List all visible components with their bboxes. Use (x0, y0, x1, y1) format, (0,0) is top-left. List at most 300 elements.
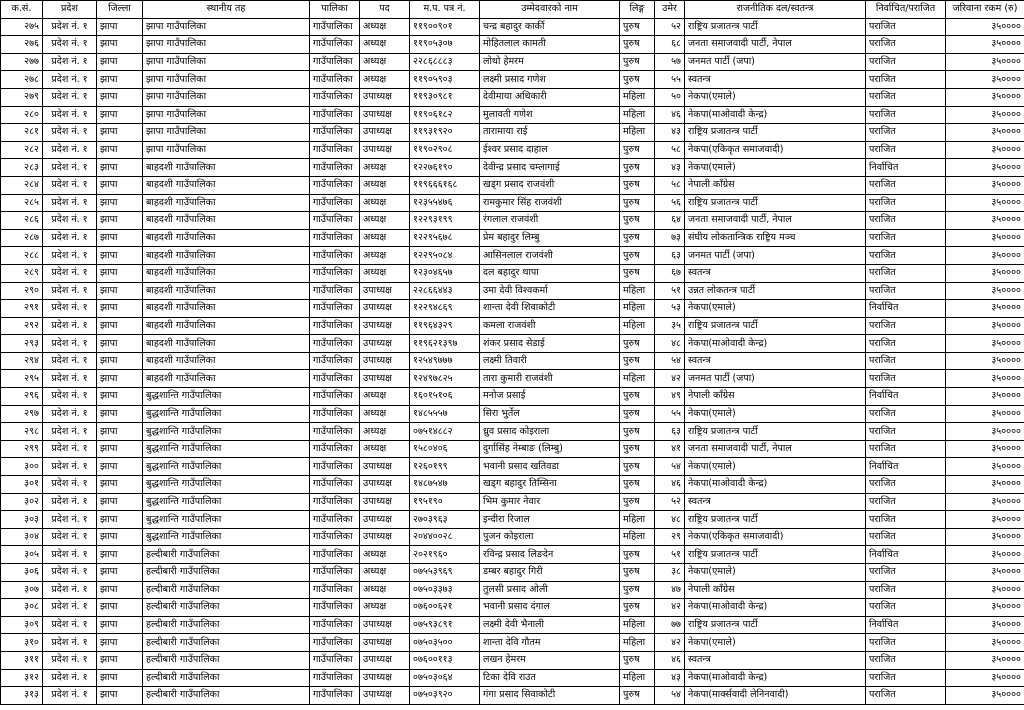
cell-municipality: गाउँपालिका (310, 511, 360, 529)
cell-local-level: बाहदशी गाउँपालिका (143, 282, 310, 300)
cell-ballot-no: ०७५०३०६४ (410, 669, 480, 687)
table-row (1, 335, 1024, 353)
cell-ballot-no: १४८७५४७ (410, 476, 480, 494)
cell-municipality: गाउँपालिका (310, 440, 360, 458)
cell-candidate-name: देवीन्द्र प्रसाद चम्लागाई (480, 159, 620, 177)
cell-district: झापा (97, 370, 143, 388)
cell-candidate-name: सिरा भुर्तेल (480, 405, 620, 423)
cell-gender: महिला (620, 317, 655, 335)
cell-candidate-name: शान्ता देवि गौतम (480, 634, 620, 652)
cell-age: ५४ (655, 352, 685, 370)
table-row (1, 36, 1024, 54)
cell-serial: २९२ (1, 317, 43, 335)
cell-post: अध्यक्ष (360, 264, 410, 282)
cell-serial: २९७ (1, 405, 43, 423)
cell-fine-amount: ३५०००० (946, 335, 1024, 353)
cell-province: प्रदेश नं. १ (43, 440, 97, 458)
cell-post: अध्यक्ष (360, 247, 410, 265)
cell-fine-amount: ३५०००० (946, 124, 1024, 142)
table-row (1, 53, 1024, 71)
cell-gender: महिला (620, 511, 655, 529)
cell-district: झापा (97, 476, 143, 494)
cell-district: झापा (97, 247, 143, 265)
cell-fine-amount: ३५०००० (946, 141, 1024, 159)
cell-province: प्रदेश नं. १ (43, 370, 97, 388)
cell-age: ४६ (655, 106, 685, 124)
cell-serial: ३०० (1, 458, 43, 476)
cell-district: झापा (97, 616, 143, 634)
cell-municipality: गाउँपालिका (310, 599, 360, 617)
cell-district: झापा (97, 159, 143, 177)
cell-municipality: गाउँपालिका (310, 352, 360, 370)
cell-ballot-no: २०४४००२८ (410, 528, 480, 546)
cell-candidate-name: रंगलाल राजवंशी (480, 212, 620, 230)
cell-party: उन्नत लोकतन्त्र पार्टी (685, 282, 866, 300)
cell-result: पराजित (866, 669, 946, 687)
table-row (1, 616, 1024, 634)
cell-party: राष्ट्रिय प्रजातन्त्र पार्टी (685, 423, 866, 441)
cell-serial: ३०२ (1, 493, 43, 511)
cell-post: उपाध्यक्ष (360, 458, 410, 476)
cell-result: पराजित (866, 106, 946, 124)
cell-party: स्वतन्त्र (685, 493, 866, 511)
cell-age: ६४ (655, 212, 685, 230)
cell-fine-amount: ३५०००० (946, 18, 1024, 36)
cell-party: राष्ट्रिय प्रजातन्त्र पार्टी (685, 18, 866, 36)
cell-province: प्रदेश नं. १ (43, 71, 97, 89)
cell-fine-amount: ३५०००० (946, 458, 1024, 476)
cell-ballot-no: ०७५०३३७३ (410, 581, 480, 599)
cell-province: प्रदेश नं. १ (43, 212, 97, 230)
cell-ballot-no: ११९००९०१ (410, 18, 480, 36)
cell-ballot-no: ०७५१४८८२ (410, 423, 480, 441)
cell-post: उपाध्यक्ष (360, 476, 410, 494)
cell-district: झापा (97, 634, 143, 652)
cell-age: ४६ (655, 651, 685, 669)
cell-age: ५५ (655, 405, 685, 423)
cell-local-level: झापा गाउँपालिका (143, 71, 310, 89)
cell-local-level: बुद्धशान्ति गाउँपालिका (143, 388, 310, 406)
table-row (1, 687, 1024, 705)
cell-local-level: बाहदशी गाउँपालिका (143, 194, 310, 212)
table-row (1, 247, 1024, 265)
cell-post: अध्यक्ष (360, 599, 410, 617)
table-row (1, 388, 1024, 406)
cell-district: झापा (97, 229, 143, 247)
cell-party: जनमत पार्टी (जपा) (685, 247, 866, 265)
cell-province: प्रदेश नं. १ (43, 564, 97, 582)
cell-local-level: बुद्धशान्ति गाउँपालिका (143, 423, 310, 441)
cell-result: पराजित (866, 352, 946, 370)
cell-serial: २७७ (1, 53, 43, 71)
cell-candidate-name: खड्ग प्रसाद राजवंशी (480, 176, 620, 194)
table-row (1, 18, 1024, 36)
cell-municipality: गाउँपालिका (310, 71, 360, 89)
cell-candidate-name: तारा कुमारी राजवंशी (480, 370, 620, 388)
cell-candidate-name: आसिनलाल राजवंशी (480, 247, 620, 265)
cell-local-level: झापा गाउँपालिका (143, 18, 310, 36)
cell-ballot-no: १४८५५५७ (410, 405, 480, 423)
cell-ballot-no: २२८६८८८३ (410, 53, 480, 71)
cell-ballot-no: ११९६२१३९७ (410, 335, 480, 353)
cell-serial: २८३ (1, 159, 43, 177)
cell-province: प्रदेश नं. १ (43, 476, 97, 494)
cell-municipality: गाउँपालिका (310, 18, 360, 36)
cell-province: प्रदेश नं. १ (43, 317, 97, 335)
cell-candidate-name: तारामाया राई (480, 124, 620, 142)
cell-ballot-no: ०७५०३९२० (410, 687, 480, 705)
cell-district: झापा (97, 405, 143, 423)
cell-age: ४६ (655, 476, 685, 494)
cell-result: पराजित (866, 176, 946, 194)
cell-candidate-name: मुलावती गणेश (480, 106, 620, 124)
cell-age: ३८ (655, 564, 685, 582)
cell-municipality: गाउँपालिका (310, 651, 360, 669)
cell-serial: ३०८ (1, 599, 43, 617)
cell-local-level: हल्दीबारी गाउँपालिका (143, 546, 310, 564)
cell-province: प्रदेश नं. १ (43, 159, 97, 177)
cell-fine-amount: ३५०००० (946, 564, 1024, 582)
cell-ballot-no: १२३५५४७६ (410, 194, 480, 212)
cell-province: प्रदेश नं. १ (43, 599, 97, 617)
cell-age: ६७ (655, 264, 685, 282)
cell-gender: पुरुष (620, 53, 655, 71)
cell-result: पराजित (866, 564, 946, 582)
cell-candidate-name: लक्ष्मी देवी भैनाली (480, 616, 620, 634)
cell-municipality: गाउँपालिका (310, 476, 360, 494)
cell-province: प्रदेश नं. १ (43, 388, 97, 406)
cell-province: प्रदेश नं. १ (43, 423, 97, 441)
table-row (1, 440, 1024, 458)
cell-province: प्रदेश नं. १ (43, 264, 97, 282)
cell-result: पराजित (866, 370, 946, 388)
cell-district: झापा (97, 212, 143, 230)
cell-serial: ३०५ (1, 546, 43, 564)
cell-fine-amount: ३५०००० (946, 493, 1024, 511)
cell-serial: २८८ (1, 247, 43, 265)
cell-result: पराजित (866, 476, 946, 494)
cell-municipality: गाउँपालिका (310, 53, 360, 71)
cell-party: नेकपा(माओवादी केन्द्र) (685, 335, 866, 353)
cell-candidate-name: डम्बर बहादुर गिरी (480, 564, 620, 582)
cell-local-level: झापा गाउँपालिका (143, 124, 310, 142)
cell-municipality: गाउँपालिका (310, 546, 360, 564)
table-row (1, 405, 1024, 423)
cell-result: पराजित (866, 528, 946, 546)
cell-fine-amount: ३५०००० (946, 247, 1024, 265)
cell-party: नेकपा(एमाले) (685, 634, 866, 652)
cell-province: प्रदेश नं. १ (43, 352, 97, 370)
cell-ballot-no: ०७५०३५०० (410, 634, 480, 652)
cell-result: पराजित (866, 581, 946, 599)
cell-age: ५८ (655, 141, 685, 159)
cell-district: झापा (97, 564, 143, 582)
cell-party: जनता समाजवादी पार्टी, नेपाल (685, 440, 866, 458)
table-row (1, 634, 1024, 652)
cell-local-level: बाहदशी गाउँपालिका (143, 317, 310, 335)
cell-municipality: गाउँपालिका (310, 634, 360, 652)
cell-local-level: बुद्धशान्ति गाउँपालिका (143, 528, 310, 546)
cell-municipality: गाउँपालिका (310, 229, 360, 247)
table-row (1, 546, 1024, 564)
cell-local-level: बाहदशी गाउँपालिका (143, 352, 310, 370)
cell-candidate-name: रामकुमार सिंह राजवंशी (480, 194, 620, 212)
cell-district: झापा (97, 440, 143, 458)
cell-serial: ३१२ (1, 669, 43, 687)
cell-result: पराजित (866, 651, 946, 669)
cell-party: नेकपा(एकिकृत समाजवादी) (685, 528, 866, 546)
cell-district: झापा (97, 335, 143, 353)
cell-result: पराजित (866, 282, 946, 300)
cell-local-level: हल्दीबारी गाउँपालिका (143, 634, 310, 652)
cell-ballot-no: ०७५५३९६९ (410, 564, 480, 582)
cell-district: झापा (97, 194, 143, 212)
cell-party: जनता समाजवादी पार्टी, नेपाल (685, 36, 866, 54)
table-row (1, 528, 1024, 546)
cell-age: ४२ (655, 634, 685, 652)
cell-candidate-name: ध्रुव प्रसाद कोइराला (480, 423, 620, 441)
cell-age: ५० (655, 88, 685, 106)
cell-post: उपाध्यक्ष (360, 687, 410, 705)
cell-result: निर्वाचित (866, 546, 946, 564)
cell-ballot-no: ११९०५३०७ (410, 36, 480, 54)
cell-municipality: गाउँपालिका (310, 616, 360, 634)
cell-candidate-name: लखन हेमरम (480, 651, 620, 669)
cell-district: झापा (97, 581, 143, 599)
cell-party: स्वतन्त्र (685, 352, 866, 370)
cell-age: ६३ (655, 423, 685, 441)
cell-municipality: गाउँपालिका (310, 106, 360, 124)
cell-municipality: गाउँपालिका (310, 194, 360, 212)
cell-ballot-no: १९५१९० (410, 493, 480, 511)
cell-party: नेपाली काँग्रेस (685, 581, 866, 599)
cell-fine-amount: ३५०००० (946, 616, 1024, 634)
cell-district: झापा (97, 18, 143, 36)
cell-age: २९ (655, 528, 685, 546)
cell-candidate-name: देवीमाया अधिकारी (480, 88, 620, 106)
cell-fine-amount: ३५०००० (946, 651, 1024, 669)
cell-province: प्रदेश नं. १ (43, 669, 97, 687)
cell-candidate-name: भवानी प्रसाद दंगाल (480, 599, 620, 617)
cell-province: प्रदेश नं. १ (43, 651, 97, 669)
cell-result: पराजित (866, 335, 946, 353)
cell-result: पराजित (866, 36, 946, 54)
cell-result: निर्वाचित (866, 388, 946, 406)
cell-candidate-name: शान्ता देवी शिवाकोटी (480, 300, 620, 318)
cell-fine-amount: ३५०००० (946, 546, 1024, 564)
cell-result: पराजित (866, 405, 946, 423)
cell-ballot-no: ११९०२९०८ (410, 141, 480, 159)
cell-province: प्रदेश नं. १ (43, 335, 97, 353)
cell-municipality: गाउँपालिका (310, 212, 360, 230)
cell-age: ४७ (655, 581, 685, 599)
cell-fine-amount: ३५०००० (946, 599, 1024, 617)
table-row (1, 493, 1024, 511)
cell-province: प्रदेश नं. १ (43, 18, 97, 36)
cell-district: झापा (97, 141, 143, 159)
table-row (1, 599, 1024, 617)
cell-municipality: गाउँपालिका (310, 36, 360, 54)
col-header-party: राजनीतिक दल/स्वतन्त्र (685, 1, 866, 19)
cell-fine-amount: ३५०००० (946, 53, 1024, 71)
cell-gender: पुरुष (620, 229, 655, 247)
cell-province: प्रदेश नं. १ (43, 458, 97, 476)
cell-gender: पुरुष (620, 493, 655, 511)
cell-ballot-no: ११९०६१८२ (410, 106, 480, 124)
cell-district: झापा (97, 282, 143, 300)
table-row (1, 352, 1024, 370)
cell-district: झापा (97, 352, 143, 370)
cell-post: अध्यक्ष (360, 581, 410, 599)
cell-ballot-no: १२४९७८२५ (410, 370, 480, 388)
cell-province: प्रदेश नं. १ (43, 300, 97, 318)
cell-local-level: बुद्धशान्ति गाउँपालिका (143, 440, 310, 458)
cell-post: उपाध्यक्ष (360, 669, 410, 687)
cell-candidate-name: प्रेम बहादुर लिम्बु (480, 229, 620, 247)
cell-local-level: झापा गाउँपालिका (143, 106, 310, 124)
table-row (1, 71, 1024, 89)
cell-municipality: गाउँपालिका (310, 176, 360, 194)
cell-ballot-no: ११९६६६१६८ (410, 176, 480, 194)
cell-post: अध्यक्ष (360, 440, 410, 458)
cell-serial: २७५ (1, 18, 43, 36)
cell-post: अध्यक्ष (360, 71, 410, 89)
cell-serial: २८४ (1, 176, 43, 194)
cell-serial: २९९ (1, 440, 43, 458)
cell-serial: ३०४ (1, 528, 43, 546)
cell-candidate-name: रविन्द्र प्रसाद लिङदेन (480, 546, 620, 564)
cell-gender: महिला (620, 124, 655, 142)
cell-fine-amount: ३५०००० (946, 282, 1024, 300)
cell-ballot-no: ११९३१९२० (410, 124, 480, 142)
cell-party: नेकपा(माओवादी केन्द्र) (685, 599, 866, 617)
cell-province: प्रदेश नं. १ (43, 581, 97, 599)
cell-district: झापा (97, 36, 143, 54)
table-row (1, 317, 1024, 335)
cell-post: उपाध्यक्ष (360, 511, 410, 529)
cell-municipality: गाउँपालिका (310, 388, 360, 406)
cell-serial: २८० (1, 106, 43, 124)
cell-gender: पुरुष (620, 564, 655, 582)
cell-serial: ३०३ (1, 511, 43, 529)
col-header-ballot-no: म.प. पत्र नं. (410, 1, 480, 19)
col-header-local-level: स्थानीय तह (143, 1, 310, 19)
cell-serial: २८५ (1, 194, 43, 212)
cell-post: उपाध्यक्ष (360, 528, 410, 546)
cell-serial: २७९ (1, 88, 43, 106)
cell-candidate-name: खड्ग बहादुर तिम्सिना (480, 476, 620, 494)
cell-serial: ३११ (1, 651, 43, 669)
cell-ballot-no: ०७६००११३ (410, 651, 480, 669)
cell-age: ५१ (655, 546, 685, 564)
cell-age: ३५ (655, 317, 685, 335)
cell-serial: २९६ (1, 388, 43, 406)
cell-municipality: गाउँपालिका (310, 493, 360, 511)
cell-gender: पुरुष (620, 581, 655, 599)
cell-candidate-name: मनोज प्रसाई (480, 388, 620, 406)
cell-post: उपाध्यक्ष (360, 88, 410, 106)
cell-fine-amount: ३५०००० (946, 528, 1024, 546)
cell-ballot-no: ११९३०९८१ (410, 88, 480, 106)
cell-fine-amount: ३५०००० (946, 405, 1024, 423)
cell-fine-amount: ३५०००० (946, 212, 1024, 230)
cell-local-level: बाहदशी गाउँपालिका (143, 370, 310, 388)
cell-candidate-name: पुजन कोइराला (480, 528, 620, 546)
cell-serial: २९१ (1, 300, 43, 318)
table-row (1, 88, 1024, 106)
cell-age: ४८ (655, 511, 685, 529)
cell-result: निर्वाचित (866, 300, 946, 318)
cell-party: नेकपा(एमाले) (685, 458, 866, 476)
cell-municipality: गाउँपालिका (310, 458, 360, 476)
cell-province: प्रदेश नं. १ (43, 141, 97, 159)
cell-province: प्रदेश नं. १ (43, 282, 97, 300)
cell-party: राष्ट्रिय प्रजातन्त्र पार्टी (685, 124, 866, 142)
cell-serial: २९८ (1, 423, 43, 441)
cell-serial: २७६ (1, 36, 43, 54)
cell-age: ५६ (655, 194, 685, 212)
cell-post: अध्यक्ष (360, 212, 410, 230)
table-row (1, 141, 1024, 159)
cell-gender: पुरुष (620, 458, 655, 476)
cell-local-level: बाहदशी गाउँपालिका (143, 335, 310, 353)
cell-fine-amount: ३५०००० (946, 106, 1024, 124)
header-row (1, 1, 1024, 19)
cell-district: झापा (97, 124, 143, 142)
cell-gender: पुरुष (620, 247, 655, 265)
cell-municipality: गाउँपालिका (310, 335, 360, 353)
cell-party: नेकपा(माओवादी केन्द्र) (685, 669, 866, 687)
cell-party: नेकपा(माओवादी केन्द्र) (685, 476, 866, 494)
cell-gender: महिला (620, 300, 655, 318)
cell-party: नेकपा(एमाले) (685, 405, 866, 423)
cell-district: झापा (97, 458, 143, 476)
cell-province: प्रदेश नं. १ (43, 53, 97, 71)
cell-result: पराजित (866, 88, 946, 106)
cell-gender: महिला (620, 528, 655, 546)
cell-candidate-name: लक्ष्मी प्रसाद गणेश (480, 71, 620, 89)
cell-municipality: गाउँपालिका (310, 423, 360, 441)
cell-fine-amount: ३५०००० (946, 88, 1024, 106)
cell-district: झापा (97, 88, 143, 106)
cell-province: प्रदेश नं. १ (43, 493, 97, 511)
cell-fine-amount: ३५०००० (946, 423, 1024, 441)
cell-gender: पुरुष (620, 405, 655, 423)
cell-party: नेकपा(एमाले) (685, 88, 866, 106)
cell-post: अध्यक्ष (360, 388, 410, 406)
cell-post: अध्यक्ष (360, 159, 410, 177)
cell-age: ५१ (655, 282, 685, 300)
cell-province: प्रदेश नं. १ (43, 124, 97, 142)
cell-fine-amount: ३५०००० (946, 317, 1024, 335)
cell-party: स्वतन्त्र (685, 651, 866, 669)
cell-post: अध्यक्ष (360, 176, 410, 194)
cell-province: प्रदेश नं. १ (43, 687, 97, 705)
cell-province: प्रदेश नं. १ (43, 88, 97, 106)
cell-ballot-no: २७०३९६३ (410, 511, 480, 529)
cell-ballot-no: २२८६६४४३ (410, 282, 480, 300)
cell-post: उपाध्यक्ष (360, 106, 410, 124)
cell-local-level: बाहदशी गाउँपालिका (143, 212, 310, 230)
cell-municipality: गाउँपालिका (310, 564, 360, 582)
col-header-candidate-name: उम्मेदवारको नाम (480, 1, 620, 19)
col-header-municipality: पालिका (310, 1, 360, 19)
table-row (1, 423, 1024, 441)
cell-party: स्वतन्त्र (685, 264, 866, 282)
cell-candidate-name: शंकर प्रसाद सेडाई (480, 335, 620, 353)
col-header-province: प्रदेश (43, 1, 97, 19)
cell-district: झापा (97, 53, 143, 71)
